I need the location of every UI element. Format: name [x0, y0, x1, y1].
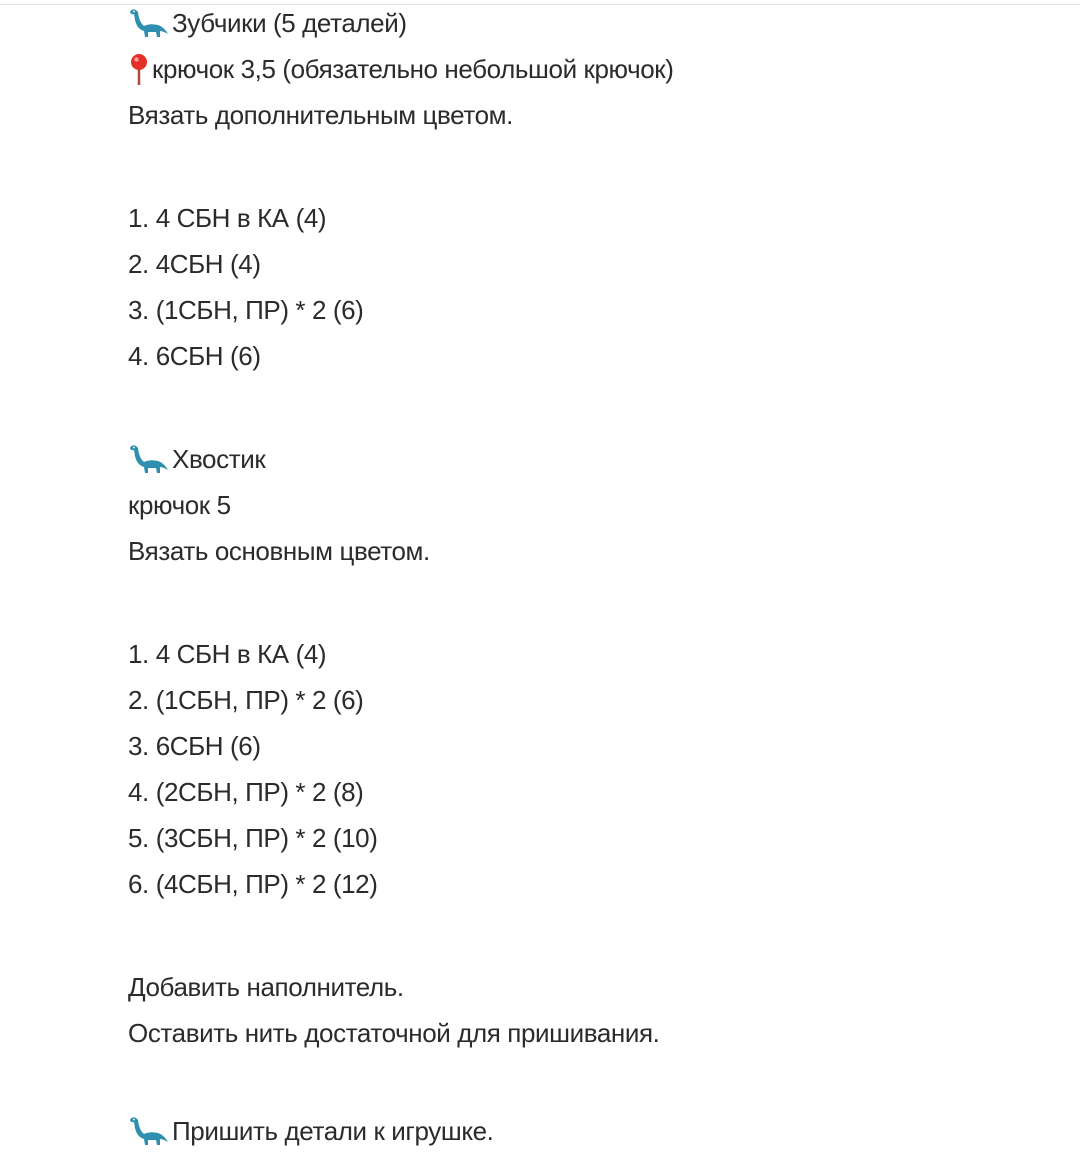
section-title-teeth: [128, 0, 1048, 46]
sauropod-icon: [128, 442, 170, 476]
sauropod-icon: [128, 6, 170, 40]
sauropod-icon: [128, 1114, 170, 1148]
teeth-hook: крючок 3,5 (обязательно небольшой крючок): [152, 54, 674, 84]
tail-row: 6. (4СБН, ПР) * 2 (12): [128, 869, 378, 899]
tail-instruction: Вязать основным цветом.: [128, 536, 430, 566]
tail-row: 5. (3СБН, ПР) * 2 (10): [128, 823, 378, 853]
teeth-hook-line: [128, 46, 1048, 92]
tail-row: 2. (1СБН, ПР) * 2 (6): [128, 685, 364, 715]
tail-row: 1. 4 СБН в КА (4): [128, 639, 327, 669]
tail-row: 4. (2СБН, ПР) * 2 (8): [128, 777, 364, 807]
round-pushpin-icon: [128, 52, 150, 86]
spacer: [128, 907, 1048, 964]
teeth-row: 2. 4СБН (4): [128, 249, 261, 279]
teeth-row: 1. 4 СБН в КА (4): [128, 203, 327, 233]
spacer: [128, 1056, 1048, 1108]
tail-row: 3. 6СБН (6): [128, 731, 261, 761]
teeth-row: 3. (1СБН, ПР) * 2 (6): [128, 295, 364, 325]
tail-note: Добавить наполнитель.: [128, 972, 404, 1002]
tail-title: Хвостик: [172, 444, 266, 474]
spacer: [128, 574, 1048, 631]
teeth-row: 4. 6СБН (6): [128, 341, 261, 371]
pattern-text: [128, 0, 1048, 1154]
teeth-instruction: Вязать дополнительным цветом.: [128, 100, 513, 130]
spacer: [128, 379, 1048, 436]
tail-hook: крючок 5: [128, 490, 231, 520]
teeth-title: Зубчики (5 деталей): [172, 8, 407, 38]
section-title-tail: [128, 436, 1048, 482]
spacer: [128, 138, 1048, 195]
final-title: Пришить детали к игрушке.: [172, 1116, 494, 1146]
tail-note: Оставить нить достаточной для пришивания.: [128, 1018, 660, 1048]
section-title-final: [128, 1108, 1048, 1154]
